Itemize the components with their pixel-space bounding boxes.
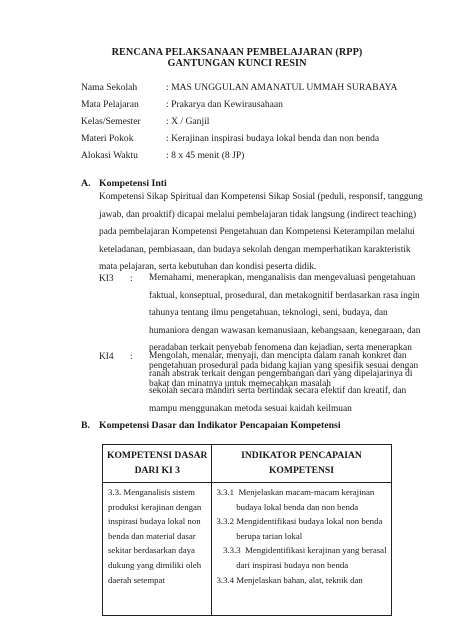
ki4-text: [149, 348, 417, 418]
ki4-line: mampu menggunakan metoda sesuai kaidah keilmuan: [149, 403, 352, 414]
intro-line: pada pembelajaran Kompetensi Pengetahuan dan Kompetensi Keterampilan melalui: [99, 227, 415, 238]
info-label: Mata Pelajaran: [81, 99, 139, 110]
info-label: Kelas/Semester: [81, 116, 141, 127]
kd-line: 3.3. Menganalisis sistem: [108, 487, 195, 497]
ki4-label: KI4: [99, 352, 114, 362]
intro-line: mata pelajaran, serta kebutuhan dan kondisi peserta didik.: [99, 262, 317, 273]
intro-line: keteladanan, pembiasaan, dan budaya sekolah dengan memperhatikan karakteristik: [99, 244, 411, 255]
competency-table: [102, 444, 392, 616]
indicator-line: 3.3.2 Mengidentifikasi budaya lokal non benda: [216, 516, 383, 527]
ki4-line: Mengolah, menalar, menyaji, dan mencipta dalam ranah konkret dan: [149, 351, 407, 361]
info-value: : Prakarya dan Kewirausahaan: [166, 99, 283, 110]
ki4-line: ranah abstrak terkait dengan pengembangan dari yang dipelajarinya di: [149, 368, 413, 379]
section-b-heading: Kompetensi Dasar dan Indikator Pencapaian Kompetensi: [99, 420, 341, 431]
info-value: : X / Ganjil: [166, 116, 210, 127]
section-a-letter: A.: [81, 178, 91, 189]
intro-line: jawab, dan proaktif) dicapai melalui pembelajaran tidak langsung (indirect teaching): [99, 209, 417, 220]
info-value: : 8 x 45 menit (8 JP): [166, 150, 245, 161]
kd-line: dukung yang dimiliki oleh: [108, 559, 202, 570]
info-label: Alokasi Waktu: [81, 150, 138, 161]
header-line: INDIKATOR PENCAPAIAN: [241, 450, 362, 461]
section-a-heading: Kompetensi Inti: [99, 178, 167, 189]
ki3-line: bakat dan minatnya untuk memecahkan masalah: [149, 378, 331, 389]
section-a-intro: [99, 189, 423, 277]
indicator-line: dari inspirasi budaya non benda: [216, 559, 349, 570]
ki3-line: faktual, konseptual, prosedural, dan metakognitif berdasarkan rasa ingin: [149, 290, 420, 301]
ki4-line: sekolah secara mandiri serta bertindak secara efektif dan kreatif, dan: [149, 386, 407, 397]
intro-line: Kompetensi Sikap Spiritual dan Kompetensi Sikap Sosial (peduli, responsif, tanggung: [99, 192, 423, 202]
ki3-line: Memahami, menerapkan, menganalisis dan mengevaluasi pengetahuan: [149, 273, 416, 283]
info-label: Materi Pokok: [81, 133, 134, 144]
table-cell-indicator: [212, 483, 391, 616]
ki3-label: KI3: [99, 274, 114, 284]
table-row: [103, 483, 392, 616]
table-header-left: [103, 445, 212, 483]
ki3-line: humaniora dengan wawasan kemanusiaan, kebangsaan, kenegaraan, dan: [149, 325, 421, 336]
kd-line: produksi kerajinan dengan: [108, 501, 202, 512]
document-title: RENCANA PELAKSANAAN PEMBELAJARAN (RPP): [111, 47, 363, 58]
header-line: DARI KI 3: [134, 465, 180, 476]
info-label: Nama Sekolah: [81, 82, 138, 93]
info-value: : MAS UNGGULAN AMANATUL UMMAH SURABAYA: [166, 82, 398, 93]
header-line: KOMPETENSI: [268, 465, 335, 476]
indicator-line: 3.3.1 Menjelaskan macam-macam kerajinan: [216, 487, 375, 497]
info-value: : Kerajinan inspirasi budaya lokal benda dan non benda: [166, 133, 380, 144]
document-subtitle: GANTUNGAN KUNCI RESIN: [167, 58, 307, 69]
ki3-line: pengetahuan prosedural pada bidang kajian yang spesifik sesuai dengan: [149, 360, 419, 371]
indicator-line: berupa tarian lokal: [216, 530, 303, 541]
kd-line: inspirasi budaya lokal non: [108, 516, 201, 527]
ki3-line: tahunya tentang ilmu pengetahuan, teknologi, seni, budaya, dan: [149, 308, 388, 319]
kd-line: daerah setempat: [108, 574, 165, 585]
indicator-line: 3.3.3 Mengidentifikasi kerajinan yang berasal: [216, 545, 387, 556]
header-line: KOMPETENSI DASAR: [107, 450, 208, 461]
section-b-letter: B.: [81, 420, 90, 431]
kd-line: benda dan material dasar: [108, 530, 196, 541]
table-cell-kd: [103, 483, 212, 616]
table-header-right: [212, 445, 391, 483]
table-header-row: [103, 445, 392, 483]
ki3-line: peradaban terkait penyebab fenomena dan kejadian, serta menerapkan: [149, 343, 412, 354]
indicator-line: 3.3.4 Menjelaskan bahan, alat, teknik dan: [216, 574, 363, 585]
kd-line: sekitar berdasarkan daya: [108, 545, 195, 556]
ki3-colon: :: [130, 274, 133, 284]
ki4-colon: :: [130, 352, 133, 362]
indicator-line: budaya lokal benda dan non benda: [216, 501, 359, 512]
